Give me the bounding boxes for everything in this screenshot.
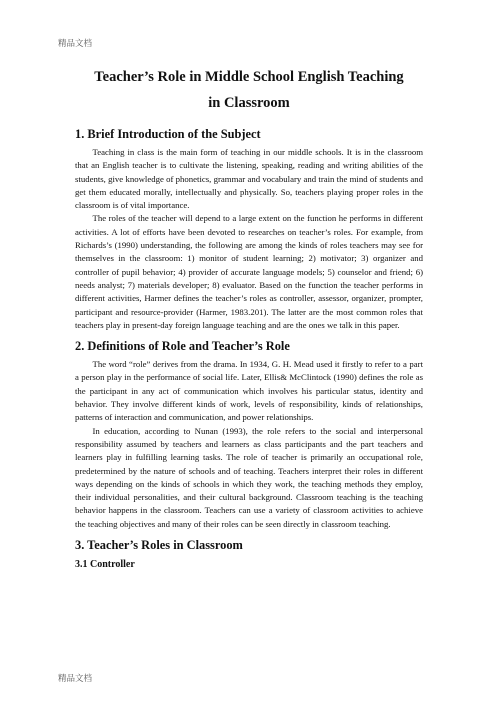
page-footer: 精品文档 bbox=[58, 674, 93, 684]
paragraph: Teaching in class is the main form of teaching in our middle schools. It is in the classroom that an English teacher is to cultivate the listening, speaking, reading and writing abilities of the students, give knowledge of phonetics, grammar and vocabulary and train the mind of students and get them educated morally, intellectually and physically. So, teachers playing proper roles in the classroom is of vital importance. bbox=[75, 147, 423, 211]
document-body bbox=[75, 64, 423, 572]
page-header: 精品文档 bbox=[58, 39, 93, 49]
paragraph: The word “role” derives from the drama. In 1934, G. H. Mead used it firstly to refer to a part a person play in the performance of social life. Later, Ellis& McClintock (1990) defines the role as the participant in any act of communication which involves his particular status, identity and behavior. They involve different kinds of work, levels of responsibility, kinds of relationships, patterns of interaction and communication, and power relationships. bbox=[75, 359, 423, 423]
section-heading: 1. Brief Introduction of the Subject bbox=[75, 127, 261, 141]
paragraph: In education, according to Nunan (1993), the role refers to the social and interpersonal responsibility assumed by teachers and learners as class participants and the part teachers and learners play in fulfilling learning tasks. The role of teacher is primarily an occupational role, predetermined by the nature of schools and of teaching. Teachers interpret their roles in different ways depending on the kinds of schools in which they work, the teaching methods they employ, their individual personalities, and their cultural background. Classroom teaching is the teaching behavior happens in the classroom. Teachers can use a variety of classroom activities to achieve the teaching objectives and many of their roles can be seen directly in classroom teaching. bbox=[75, 425, 423, 529]
section-definitions bbox=[75, 338, 423, 531]
document-title bbox=[75, 64, 423, 116]
section-heading: 3. Teacher’s Roles in Classroom bbox=[75, 538, 243, 553]
section-introduction bbox=[75, 126, 423, 332]
subsection-heading: 3.1 Controller bbox=[75, 559, 135, 571]
title-line-1: Teacher’s Role in Middle School English Teaching bbox=[94, 69, 404, 85]
paragraph: The roles of the teacher will depend to a large extent on the function he performs in different activities. A lot of efforts have been devoted to researches on teacher’s roles. For example, from Richards’s (1990) understanding, the following are among the kinds of roles teachers may see for themselves in the classroom: 1) monitor of student learning; 2) motivator; 3) organizer and controller of pupil behavior; 4) provider of accurate language models; 5) counselor and friend; 6) needs analyst; 7) materials developer; 8) evaluator. Based on the function the teacher performs in different activities, Harmer defines the teacher’s roles as controller, assessor, organizer, prompter, participant and resource-provider (Harmer, 1983.201). The latter are the most common roles that teachers play in present-day foreign language teaching and are the ones we talk in this paper. bbox=[75, 213, 423, 330]
title-line-2: in Classroom bbox=[208, 95, 290, 111]
section-teacher-roles bbox=[75, 537, 423, 572]
section-heading: 2. Definitions of Role and Teacher’s Role bbox=[75, 339, 290, 354]
